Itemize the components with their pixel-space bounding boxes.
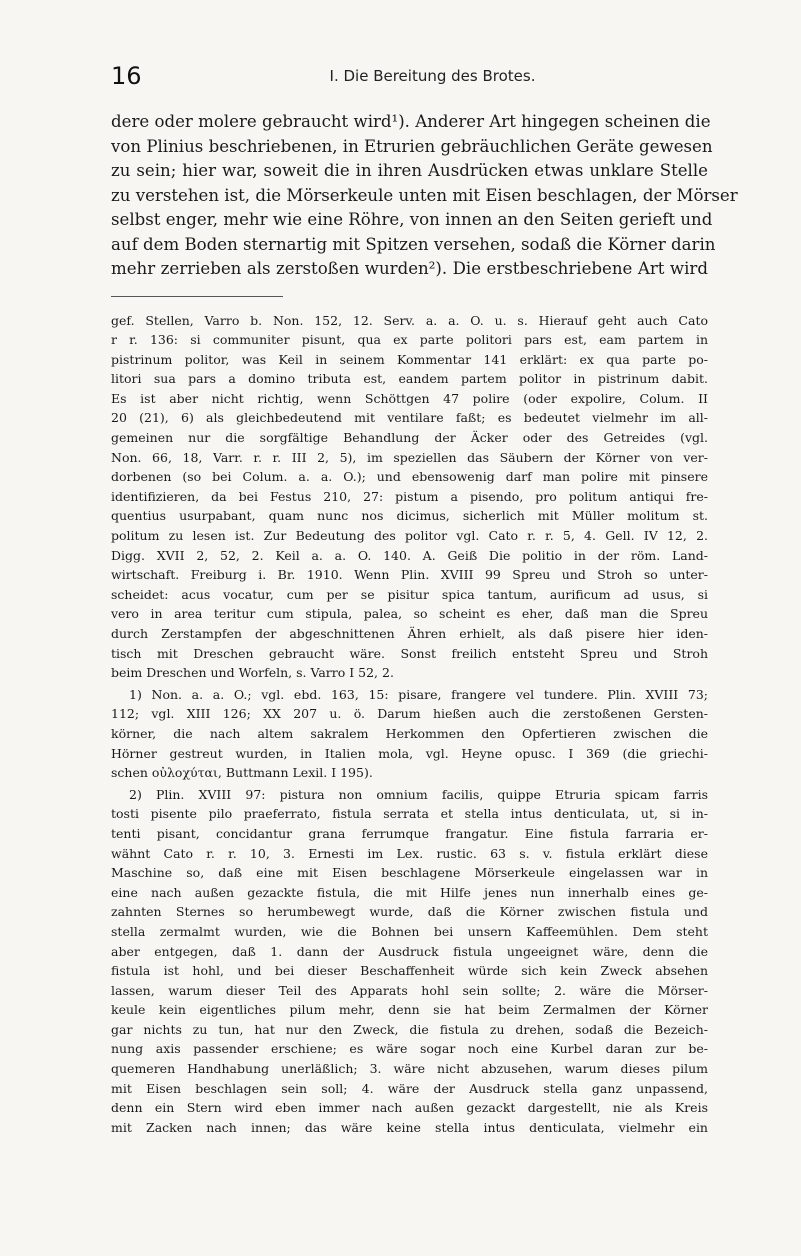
footnote-rule	[111, 296, 283, 297]
note-line: pistrinum politor, was Keil in seinem Kommentar 141 erklärt: ex qua parte po-	[111, 351, 708, 367]
note-line: zahnten Sternes so herumbewegt wurde, daß die Körner zwischen fistula und	[111, 904, 708, 920]
note-line: gef. Stellen, Varro b. Non. 152, 12. Serv. a. a. O. u. s. Hierauf geht auch Cato	[111, 312, 708, 328]
note-line: Es ist aber nicht richtig, wenn Schöttgen 47 polire (oder expolire, Colum. II	[111, 390, 708, 406]
note-line: wähnt Cato r. r. 10, 3. Ernesti im Lex. rustic. 63 s. v. fistula erklärt diese	[111, 845, 708, 861]
running-title: I. Die Bereitung des Brotes.	[329, 67, 536, 85]
note-line: denn ein Stern wird eben immer nach außen gezackt dargestellt, nie als Kreis	[111, 1100, 708, 1116]
note-line: litori sua pars a domino tributa est, eandem partem politor in pistrinum dabit.	[111, 371, 708, 387]
note-line: nung axis passender erschiene; es wäre sogar noch eine Kurbel daran zur be-	[111, 1041, 708, 1057]
main-line: von Plinius beschriebenen, in Etrurien gebräuchlichen Geräte gewesen	[111, 136, 713, 156]
main-line: mehr zerrieben als zerstoßen wurden²). Die erstbeschriebene Art wird	[111, 259, 708, 278]
note-line: fistula ist hohl, und bei dieser Beschaffenheit würde sich kein Zweck absehen	[111, 963, 708, 979]
main-line: selbst enger, mehr wie eine Röhre, von innen an den Seiten gerieft und	[111, 210, 713, 229]
note-line: tosti pisente pilo praeferrato, fistula serrata et stella intus denticulata, ut, si in-	[111, 806, 708, 822]
footnote-2	[111, 785, 708, 1138]
note-line: wirtschaft. Freiburg i. Br. 1910. Wenn Plin. XVIII 99 Spreu und Stroh so unter-	[111, 567, 708, 583]
note-line: schen οὐλοχύται, Buttmann Lexil. I 195).	[111, 765, 373, 781]
main-line: zu verstehen ist, die Mörserkeule unten mit Eisen beschlagen, der Mörser	[111, 185, 738, 205]
note-line: Digg. XVII 2, 52, 2. Keil a. a. O. 140. A. Geiß Die politio in der röm. Land-	[111, 547, 708, 563]
main-line: auf dem Boden sternartig mit Spitzen versehen, sodaß die Körner darin	[111, 234, 716, 254]
note-line: quemeren Handhabung unerläßlich; 3. wäre nicht abzusehen, warum dieses pilum	[111, 1061, 708, 1077]
note-line: quentius usurpabant, quam nunc nos dicimus, sicherlich mit Müller molitum st.	[111, 508, 708, 524]
note-line: tisch mit Dreschen gebraucht wäre. Sonst freilich entsteht Spreu und Stroh	[111, 645, 708, 661]
note-line: beim Dreschen und Worfeln, s. Varro I 52, 2.	[111, 665, 394, 681]
note-line: stella zermalmt wurden, wie die Bohnen bei unsern Kaffeemühlen. Dem steht	[111, 923, 708, 939]
note-line: körner, die nach altem sakralem Herkommen den Opfertieren zwischen die	[111, 725, 708, 741]
note-line: gemeinen nur die sorgfältige Behandlung der Äcker oder des Getreides (vgl.	[111, 430, 708, 446]
note-line: 2) Plin. XVIII 97: pistura non omnium facilis, quippe Etruria spicam farris	[129, 786, 708, 802]
note-line: Hörner gestreut wurden, in Italien mola, vgl. Heyne opusc. I 369 (die griechi-	[111, 745, 708, 761]
note-line: eine nach außen gezackte fistula, die mit Hilfe jenes nun innerhalb eines ge-	[111, 884, 708, 900]
main-line: zu sein; hier war, soweit die in ihren Ausdrücken etwas unklare Stelle	[111, 161, 708, 180]
note-line: vero in area teritur cum stipula, palea, so scheint es eher, daß man die Spreu	[111, 606, 708, 622]
note-line: aber entgegen, daß 1. dann der Ausdruck fistula ungeeignet wäre, denn die	[111, 943, 708, 959]
main-text	[111, 110, 738, 282]
note-line: r r. 136: si communiter pisunt, qua ex parte politori pars est, eam partem in	[111, 332, 708, 348]
note-line: keule kein eigentliches pilum mehr, denn sie hat beim Zermalmen der Körner	[111, 1002, 708, 1018]
note-line: 1) Non. a. a. O.; vgl. ebd. 163, 15: pisare, frangere vel tundere. Plin. XVIII 73;	[129, 686, 708, 702]
note-line: identifizieren, da bei Festus 210, 27: pistum a pisendo, pro politum antiqui fre-	[111, 488, 708, 504]
page-number: 16	[111, 62, 142, 90]
note-line: dorbenen (so bei Colum. a. a. O.); und ebensowenig darf man polire mit pinsere	[111, 469, 708, 485]
note-line: lassen, warum dieser Teil des Apparats hohl sein sollte; 2. wäre die Mörser-	[111, 982, 708, 998]
continued-footnote	[111, 311, 708, 683]
main-line: dere oder molere gebraucht wird¹). Anderer Art hingegen scheinen die	[111, 112, 711, 131]
note-line: 112; vgl. XIII 126; XX 207 u. ö. Darum hießen auch die zerstoßenen Gersten-	[111, 706, 708, 722]
note-line: tenti pisant, concidantur grana ferrumque frangatur. Eine fistula farraria er-	[111, 825, 708, 841]
footnote-1	[111, 685, 708, 783]
running-head	[111, 62, 708, 90]
note-line: scheidet: acus vocatur, cum per se pisitur spica tantum, aurificum ad usus, si	[111, 586, 708, 602]
footnotes	[111, 311, 708, 1138]
note-line: mit Zacken nach innen; das wäre keine stella intus denticulata, vielmehr ein	[111, 1119, 708, 1135]
note-line: gar nichts zu tun, hat nur den Zweck, die fistula zu drehen, sodaß die Bezeich-	[111, 1021, 708, 1037]
note-line: Maschine so, daß eine mit Eisen beschlagene Mörserkeule eingelassen war in	[111, 865, 708, 881]
note-line: mit Eisen beschlagen sein soll; 4. wäre der Ausdruck stella ganz unpassend,	[111, 1080, 708, 1096]
note-line: politum zu lesen ist. Zur Bedeutung des politor vgl. Cato r. r. 5, 4. Gell. IV 12, 2.	[111, 528, 708, 544]
note-line: durch Zerstampfen der abgeschnittenen Ähren erhielt, als daß pisere hier iden-	[111, 626, 708, 641]
note-line: 20 (21), 6) als gleichbedeutend mit ventilare faßt; es bedeutet vielmehr im all-	[111, 410, 708, 426]
note-line: Non. 66, 18, Varr. r. r. III 2, 5), im speziellen das Säubern der Körner von ver-	[111, 449, 708, 465]
